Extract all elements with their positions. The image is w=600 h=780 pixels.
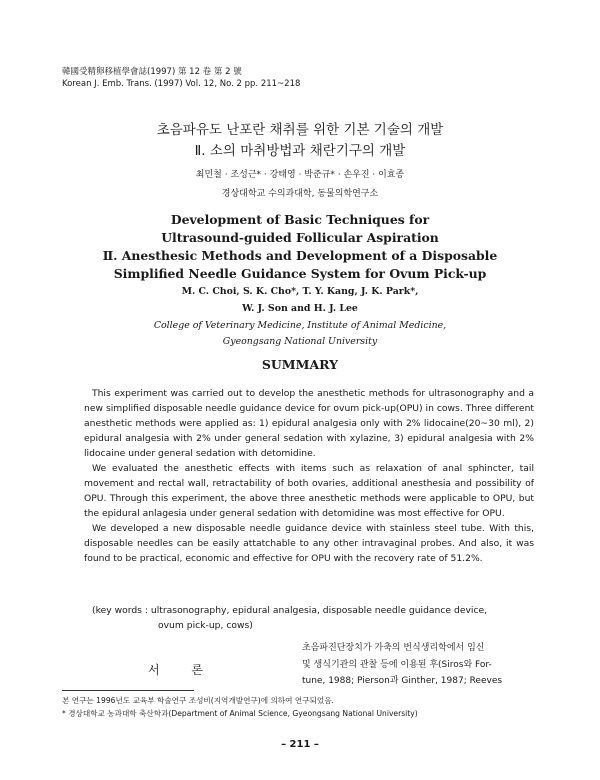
english-affiliation-line1: College of Veterinary Medicine, Institute of Animal Medicine, <box>153 320 447 331</box>
keywords-line1: (key words : ultrasonography, epidural analgesia, disposable needle guidance device, <box>92 605 488 616</box>
english-title-line4: Simplified Needle Guidance System for Ovum Pick-up <box>113 266 487 281</box>
summary-heading: SUMMARY <box>261 357 339 372</box>
korean-affiliation: 경상대학교 수의과대학, 동물의학연구소 <box>221 189 379 199</box>
journal-header-english: Korean J. Emb. Trans. (1997) Vol. 12, No. 2 pp. 211~218 <box>62 79 301 89</box>
english-title-line2: Ultrasound-guided Follicular Aspiration <box>161 230 439 245</box>
english-affiliation-line2: Gyeongsang National University <box>222 336 378 347</box>
introduction-line3: tune, 1988; Pierson과 Ginther, 1987; Reeves <box>302 676 503 686</box>
summary-paragraph-3: We developed a new disposable needle guidance device with stainless steel tube. With this, disposable needles can be easily attatchable to any other intravaginal probes. And also, it was found to be practical, economic and effective for OPU with the recovery rate of 51.2%. <box>84 523 534 564</box>
footnote-affiliation: * 경상대학교 농과대학 축산학과(Department of Animal Science, Gyeongsang National University) <box>62 709 418 718</box>
korean-authors: 최민철 · 조성근* · 강태영 · 박준규* · 손우진 · 이효종 <box>195 170 405 180</box>
footnote-divider <box>62 690 194 691</box>
summary-paragraph-1: This experiment was carried out to develop the anesthetic methods for ultrasonography and a new simplified disposable needle guidance device for ovum pick-up(OPU) in cows. Three different anesthetic methods were applied as: 1) epidural analgesia only with 2% lidocaine(20~30 ml), 2) epidural analgesia with 2% under general sedation with xylazine, 3) epidural analgesia with 2% lidocaine under general sedation with detomidine. <box>84 388 534 459</box>
page-number: – 211 – <box>281 739 319 750</box>
english-title-line3: Ⅱ. Anesthesic Methods and Development of a Disposable <box>102 248 498 263</box>
english-title-line1: Development of Basic Techniques for <box>170 212 430 227</box>
korean-title-line1: 초음파유도 난포란 채취를 위한 기본 기술의 개발 <box>156 122 444 138</box>
introduction-line2: 및 생식기관의 관찰 등에 이용된 후(Siros와 For- <box>302 659 492 670</box>
english-authors-line2: W. J. Son and H. J. Lee <box>242 303 358 314</box>
summary-body <box>84 386 534 566</box>
footnote-funding: 본 연구는 1996년도 교육부 학술연구 조성비(지역개발연구)에 의하여 연구되었음. <box>62 696 334 705</box>
korean-title-line2: Ⅱ. 소의 마취방법과 채란기구의 개발 <box>194 143 406 159</box>
introduction-heading: 서 론 <box>148 663 217 677</box>
keywords-line2: ovum pick-up, cows) <box>158 620 253 631</box>
introduction-text <box>302 640 534 690</box>
journal-header-korean: 韓國受精卵移植學會誌(1997) 第 12 卷 第 2 號 <box>62 67 242 77</box>
introduction-line1: 초음파진단장치가 가축의 번식생리학에서 임신 <box>302 643 485 653</box>
english-authors-line1: M. C. Choi, S. K. Cho*, T. Y. Kang, J. K. Park*, <box>181 286 419 297</box>
summary-paragraph-2: We evaluated the anesthetic effects with items such as relaxation of anal sphincter, tail movement and rectal wall, retractability of both ovaries, additional anesthesia and possibility of OPU. Through this experiment, the above three anesthetic methods were applicable to OPU, but the epidural anlagesia under general sedation with detomidine was most effective for OPU. <box>84 463 534 519</box>
